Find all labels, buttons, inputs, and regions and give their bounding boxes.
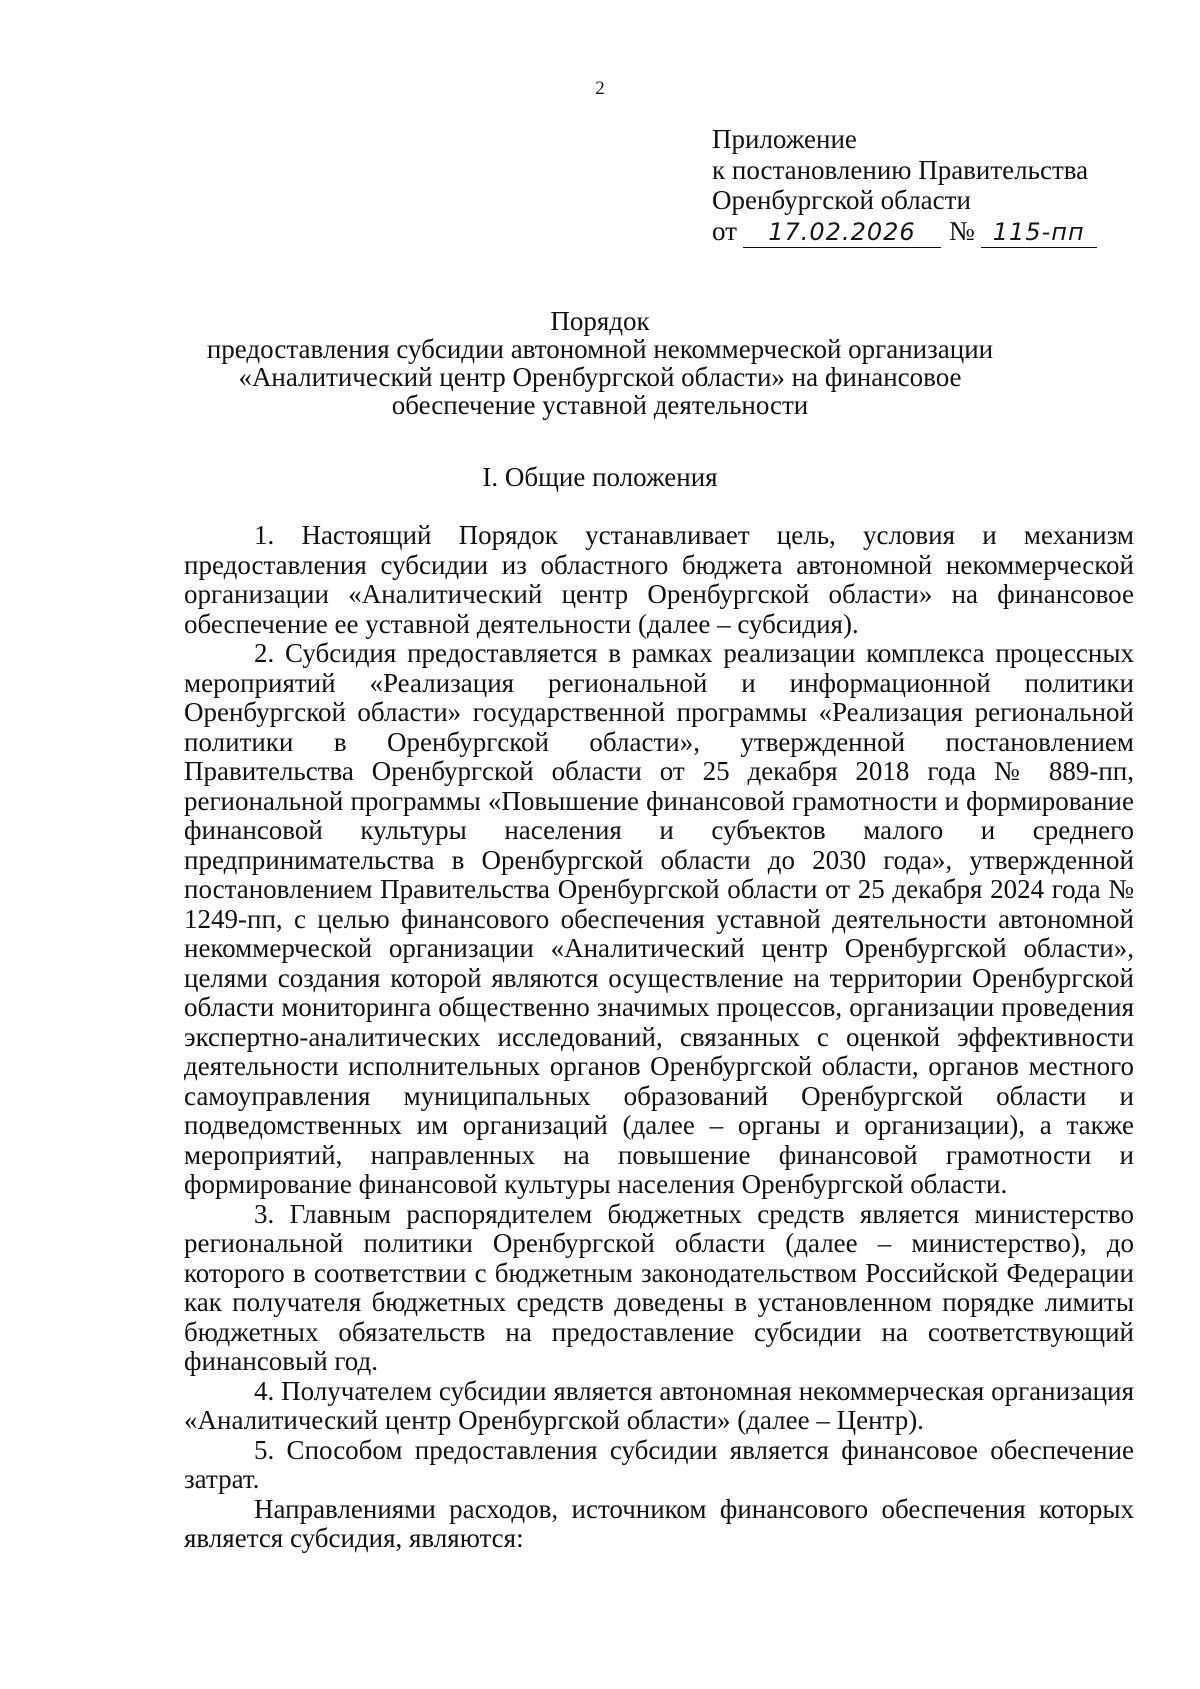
paragraph: 4. Получателем субсидии является автономная некоммерческая организация «Аналитический центр Оренбургской области» (далее – Центр).	[184, 1375, 1134, 1435]
handwritten-number: 115-пп	[992, 217, 1085, 246]
appendix-line: к постановлению Правительства	[712, 154, 1089, 185]
title-line: «Аналитический центр Оренбургской области» на финансовое	[238, 362, 962, 392]
page-number: 2	[595, 78, 605, 99]
paragraph: 2. Субсидия предоставляется в рамках реализации комплекса процессных мероприятий «Реализация региональной и информационной политики Оренбургской области» государственной программы «Реализация региональной политики в Оренбургской области», утвержденной постановлением Правительства Оренбургской области от 25 декабря 2018 года № 889-пп, региональной программы «Повышение финансовой грамотности и формирование финансовой культуры населения и субъектов малого и среднего предпринимательства в Оренбургской области до 2030 года», утвержденной постановлением Правительства Оренбургской области от 25 декабря 2024 года № 1249-пп, с целью финансового обеспечения уставной деятельности автономной некоммерческой организации «Аналитический центр Оренбургской области», целями создания которой являются осуществление на территории Оренбургской области мониторинга общественно значимых процессов, организации проведения экспертно-аналитических исследований, связанных с оценкой эффективности деятельности исполнительных органов Оренбургской области, органов местного самоуправления муниципальных образований Оренбургской области и подведомственных им организаций (далее – органы и организации), а также мероприятий, направленных на повышение финансовой грамотности и формирование финансовой культуры населения Оренбургской области.	[184, 638, 1134, 1199]
from-label: от	[712, 215, 737, 246]
title-line: предоставления субсидии автономной некоммерческой организации	[206, 334, 994, 364]
handwritten-date: 17.02.2026	[768, 217, 916, 246]
document-body	[184, 521, 1134, 1554]
number-label: №	[948, 215, 975, 246]
paragraph: 3. Главным распорядителем бюджетных средств является министерство региональной политики Оренбургской области (далее – министерство), до которого в соответствии с бюджетным законодательством Российской Федерации как получателя бюджетных средств доведены в установленном порядке лимиты бюджетных обязательств на предоставление субсидии на соответствующий финансовый год.	[184, 1198, 1134, 1376]
title-line: обеспечение уставной деятельности	[391, 390, 809, 420]
appendix-header	[712, 124, 1097, 248]
section-heading: I. Общие положения	[482, 462, 718, 492]
paragraph: Направлениями расходов, источником финансового обеспечения которых является субсидия, являются:	[184, 1493, 1134, 1553]
number-blank	[981, 216, 1097, 249]
paragraph: 1. Настоящий Порядок устанавливает цель, условия и механизм предоставления субсидии из областного бюджета автономной некоммерческой организации «Аналитический центр Оренбургской области» на финансовое обеспечение ее уставной деятельности (далее – субсидия).	[184, 520, 1134, 639]
paragraph: 5. Способом предоставления субсидии является финансовое обеспечение затрат.	[184, 1434, 1134, 1494]
appendix-date-number-line	[712, 216, 1097, 249]
document-title	[0, 307, 1200, 419]
appendix-line: Оренбургской области	[712, 185, 971, 215]
date-blank	[743, 216, 941, 249]
title-line: Порядок	[550, 306, 650, 336]
appendix-line: Приложение	[712, 124, 857, 154]
